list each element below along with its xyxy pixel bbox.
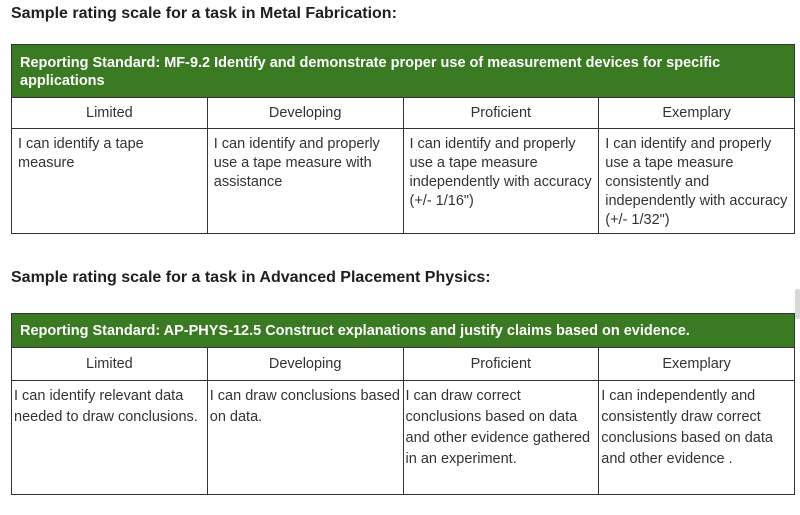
level-limited: Limited xyxy=(12,98,208,129)
descriptor-developing: I can identify and properly use a tape measure with assistance xyxy=(207,129,403,234)
level-proficient: Proficient xyxy=(403,98,599,129)
descriptors-row xyxy=(12,129,795,234)
descriptor-proficient: I can identify and properly use a tape measure independently with accuracy (+/- 1/16") xyxy=(403,129,599,234)
level-limited: Limited xyxy=(12,348,208,381)
metal-fabrication-rubric-table xyxy=(11,44,795,234)
reporting-standard: Reporting Standard: MF-9.2 Identify and demonstrate proper use of measurement devices for specific applications xyxy=(12,45,795,98)
reporting-standard: Reporting Standard: AP-PHYS-12.5 Construct explanations and justify claims based on evidence. xyxy=(12,314,795,348)
section2-heading: Sample rating scale for a task in Advanced Placement Physics: xyxy=(11,269,491,286)
level-exemplary: Exemplary xyxy=(599,98,795,129)
levels-row xyxy=(12,348,795,381)
descriptor-exemplary: I can identify and properly use a tape measure consistently and independently with accuracy (+/- 1/32") xyxy=(599,129,795,234)
descriptor-exemplary: I can independently and consistently draw correct conclusions based on data and other evidence . xyxy=(599,381,795,495)
level-developing: Developing xyxy=(207,348,403,381)
level-proficient: Proficient xyxy=(403,348,599,381)
descriptors-row xyxy=(12,381,795,495)
descriptor-developing: I can draw conclusions based on data. xyxy=(207,381,403,495)
level-developing: Developing xyxy=(207,98,403,129)
standard-row xyxy=(12,314,795,348)
scrollbar-thumb[interactable] xyxy=(795,289,800,319)
descriptor-limited: I can identify a tape measure xyxy=(12,129,208,234)
section1-heading: Sample rating scale for a task in Metal Fabrication: xyxy=(11,5,397,22)
standard-row xyxy=(12,45,795,98)
descriptor-limited: I can identify relevant data needed to draw conclusions. xyxy=(12,381,208,495)
descriptor-proficient: I can draw correct conclusions based on data and other evidence gathered in an experiment. xyxy=(403,381,599,495)
levels-row xyxy=(12,98,795,129)
ap-physics-rubric-table xyxy=(11,313,795,495)
level-exemplary: Exemplary xyxy=(599,348,795,381)
